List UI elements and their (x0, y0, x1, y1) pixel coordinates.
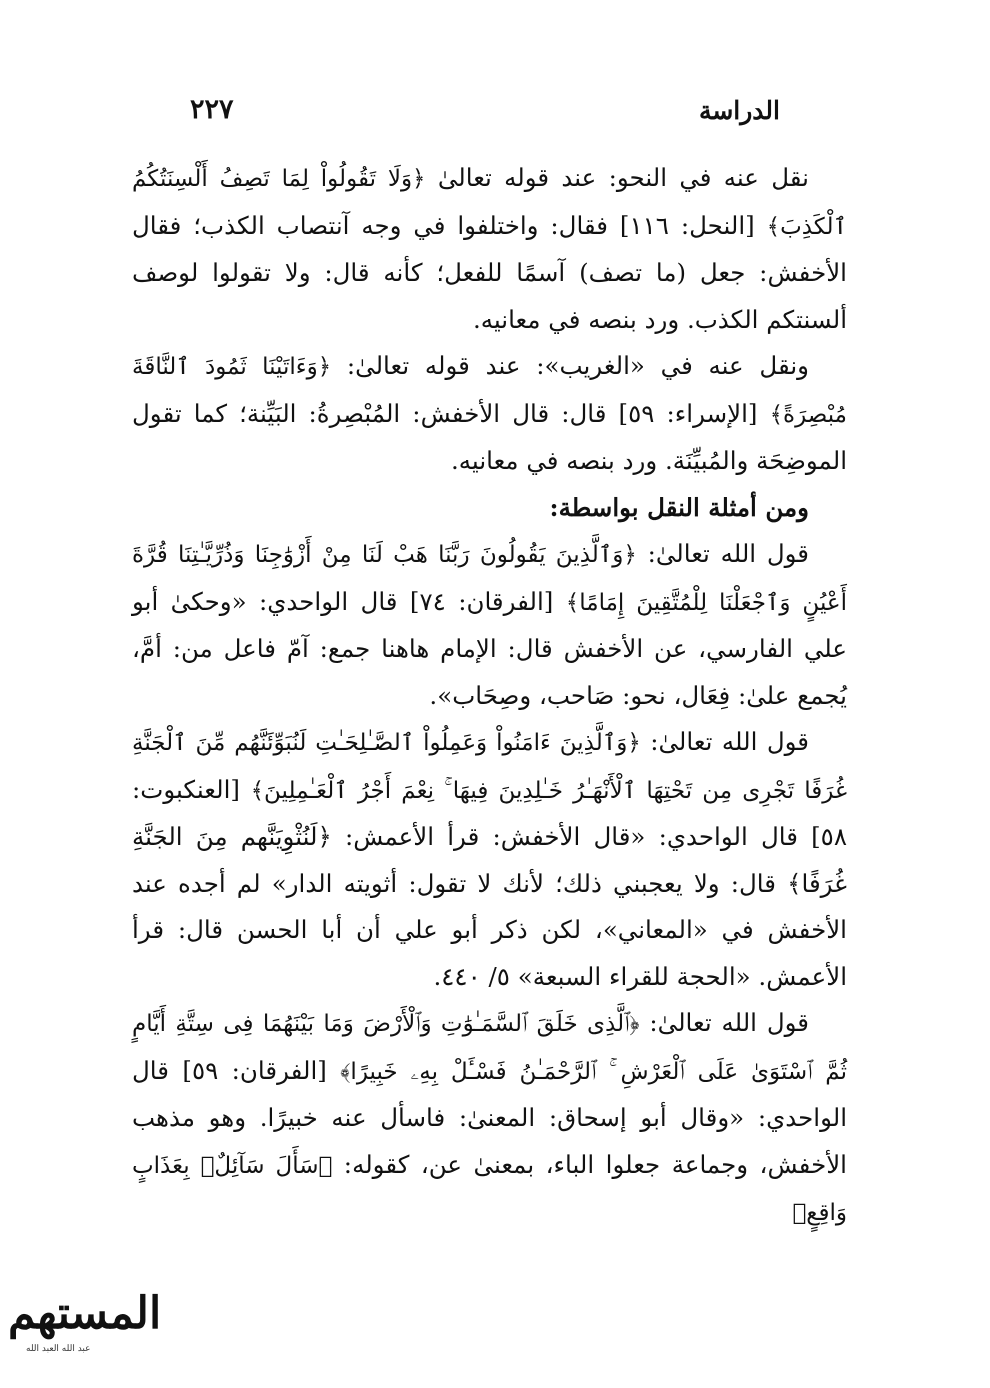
quran-verse: ﴿وَءَاتَيْنَا ثَمُودَ ٱلنَّاقَةَ مُبْصِرَةً﴾ (132, 354, 847, 428)
paragraph-furqan-59 (132, 1000, 847, 1237)
paragraph-text: ونقل عنه في «الغريب»: عند قوله تعالىٰ: (331, 351, 810, 380)
quran-verse: ﴿وَلَا تَقُولُواْ لِمَا تَصِفُ أَلْسِنَتُكُمُ ٱلْكَذِبَ﴾ (132, 166, 847, 240)
quran-reading: ﴿لَنُثْوِيَنَّهم مِنَ الجَنَّةِ غُرَفًا﴾ (132, 822, 847, 898)
paragraph-text: [الفرقان: ٧٤] قال الواحدي: «وحكىٰ أبو علي الفارسي، عن الأخفش قال: الإمام هاهنا جمع: آمّ فاعل من: أمَّ، يُجمع علىٰ: فِعَال، نحو: صَاحب، وصِحَاب». (132, 586, 847, 710)
watermark-logo-subtext: عبد الله العبد الله (26, 1344, 91, 1354)
watermark-logo-text: المستهم (8, 1288, 162, 1339)
running-title: الدراسة (698, 96, 780, 125)
page-body (132, 155, 847, 1237)
paragraph-ankabut-58 (132, 719, 847, 1000)
page-number: ٢٢٧ (190, 94, 234, 125)
paragraph-gharib-quote (132, 343, 847, 485)
paragraph-text: قول الله تعالىٰ: (640, 727, 809, 756)
paragraph-text: [النحل: ١١٦] فقال: واختلفوا في وجه آنتصاب الكذب؛ فقال الأخفش: جعل (ما تصف) آسمًا للفعل؛ كأنه قال: ولا تقولوا لوصف ألسنتكم الكذب. ورد بنصه في معانيه. (132, 210, 847, 334)
paragraph-text: قال: ولا يعجبني ذلك؛ لأنك لا تقول: أثويته الدار» لم أجده عند الأخفش في «المعاني»، لكن ذكر أبو علي أن أبا الحسن قال: قرأ الأعمش. «الحجة للقراء السبعة» ٥/ ٤٤٠. (132, 868, 847, 991)
paragraph-text: [العنكبوت: ٥٨] قال الواحدي: «قال الأخفش: قرأ الأعمش: (132, 774, 847, 851)
paragraph-text: [الفرقان: ٥٩] قال الواحدي: «وقال أبو إسحاق: المعنىٰ: فاسأل عنه خبيرًا. وهو مذهب الأخفش، وجماعة جعلوا الباء، بمعنىٰ عن، كقوله: (132, 1055, 847, 1179)
page-header (150, 96, 780, 136)
paragraph-text: قول الله تعالىٰ: (636, 539, 810, 568)
paragraph-furqan-74 (132, 531, 847, 719)
quran-verse: ﴿ٱلَّذِى خَلَقَ ٱلسَّمَـٰوَٰتِ وَٱلْأَرْضَ وَمَا بَيْنَهُمَا فِى سِتَّةِ أَيَّامٍ ثُمَّ ٱسْتَوَىٰ عَلَى ٱلْعَرْشِ ۚ ٱلرَّحْمَـٰنُ فَسْـَٔلْ بِهِۦ خَبِيرًا﴾ (132, 1011, 847, 1085)
watermark-logo (8, 1288, 162, 1368)
paragraph-nahw-quote (132, 155, 847, 343)
quran-verse: ﴿وَٱلَّذِينَ ءَامَنُواْ وَعَمِلُواْ ٱلصَّـٰلِحَـٰتِ لَنُبَوِّئَنَّهُم مِّنَ ٱلْجَنَّةِ غُرَفًا تَجْرِى مِن تَحْتِهَا ٱلْأَنْهَـٰرُ خَـٰلِدِينَ فِيهَا ۚ نِعْمَ أَجْرُ ٱلْعَـٰمِلِينَ﴾ (132, 730, 848, 804)
paragraph-text: قول الله تعالىٰ: (639, 1008, 809, 1037)
section-heading: ومن أمثلة النقل بواسطة: (549, 492, 809, 522)
quran-verse: ﴿وَٱلَّذِينَ يَقُولُونَ رَبَّنَا هَبْ لَنَا مِنْ أَزْوَٰجِنَا وَذُرِّيَّـٰتِنَا قُرَّةَ أَعْيُنٍ وَٱجْعَلْنَا لِلْمُتَّقِينَ إِمَامًا﴾ (132, 542, 847, 616)
paragraph-text: [الإسراء: ٥٩] قال: قال الأخفش: المُبْصِرةُ: البَيِّنة؛ كما تقول الموضِحَة والمُبيِّنَة. ورد بنصه في معانيه. (132, 398, 847, 475)
quran-verse: ﴿سَأَلَ سَآئِلٌۢ بِعَذَابٍ وَاقِعٍ﴾ (132, 1152, 847, 1226)
paragraph-text: نقل عنه في النحو: عند قوله تعالىٰ (425, 163, 810, 192)
